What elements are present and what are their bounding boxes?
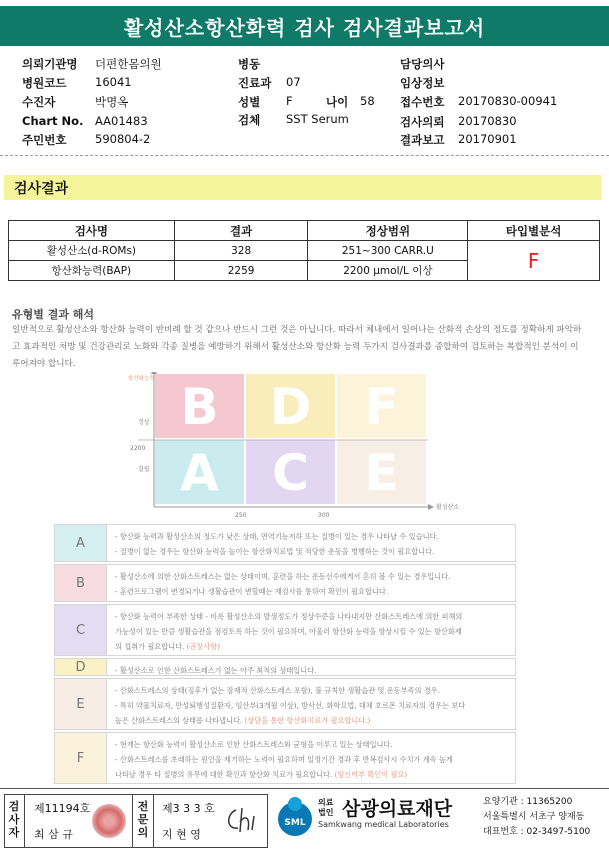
institution-label: 의뢰기관명 (22, 57, 78, 71)
legend-line: 나타날 경우 타 질병의 유무에 대한 확인과 항산화 치료가 필요합니다. (임신여부 확인이 필요) (115, 770, 408, 779)
legend-row-f (54, 732, 516, 784)
legend-description (107, 679, 515, 729)
logo-text: SML (284, 818, 306, 828)
dashed-divider (0, 155, 609, 156)
legend-line: - 산화스트레스를 초래하는 원인을 제거하는 노력이 필요하며 일정기간 경과 후 반복검사시 수치가 계속 높게 (115, 755, 453, 764)
footer (0, 790, 609, 850)
foundation-en: Samkwang medical Laboratories (318, 820, 449, 829)
legend-line: - 현재는 항산화 능력이 활성산소로 인한 산화스트레스와 균형을 이루고 있는 상태입니다. (115, 740, 393, 749)
age-value: 58 (360, 94, 375, 108)
doctor-label: 담당의사 (400, 57, 445, 71)
foundation-prefix: 의료법인 (318, 798, 334, 817)
specimen-value: SST Serum (286, 112, 349, 126)
legend-letter: D (55, 659, 107, 675)
y-band-label: 결핍 (138, 466, 150, 473)
legend-line: - 훈련프로그램이 변경되거나 생활습관이 변할때는 재검사를 통하여 확인이 필요합니다. (115, 587, 389, 596)
test-name: 활성산소(d-ROMs) (9, 241, 175, 261)
legend-letter: F (55, 733, 107, 783)
col-test-name: 검사명 (9, 221, 175, 241)
institution-value: 더편한몸의원 (95, 57, 162, 71)
report-date-label: 결과보고 (400, 133, 445, 147)
legend-note: (임신여부 확인이 필요) (332, 770, 408, 779)
x-tick-label: 250 (235, 512, 247, 519)
type-legend (54, 524, 516, 779)
examiner-label: 검사자 (8, 800, 20, 839)
legend-description (107, 605, 515, 655)
legend-description (107, 659, 515, 675)
resident-no-label: 주민번호 (22, 133, 67, 147)
interpretation-section (8, 300, 600, 779)
legend-line: - 항산화 능력과 활성산소의 정도가 낮은 상태, 면역기능저하 또는 질병이 있는 경우 나타날 수 있습니다. (115, 532, 439, 541)
patient-info-section (0, 52, 609, 152)
legend-row-a (54, 524, 516, 562)
legend-letter: A (55, 525, 107, 561)
x-axis-label: 활성산소 (436, 504, 460, 511)
legend-line: - 활성산소로 인한 산화스트레스가 없는 아주 최적의 상태입니다. (115, 666, 317, 675)
examiner-name: 최 삼 규 (34, 828, 73, 841)
type-grade: F (468, 241, 600, 281)
y-axis-label: 항산화능력 (128, 376, 155, 382)
table-row (9, 241, 600, 261)
legend-row-c (54, 604, 516, 656)
chart-no-value: AA01483 (95, 114, 148, 128)
results-table (8, 220, 600, 281)
clinical-info-label: 임상정보 (400, 76, 445, 90)
patient-value: 박명옥 (95, 95, 129, 109)
x-axis-arrow (428, 504, 434, 510)
legend-description (107, 733, 515, 783)
request-label: 검사의뢰 (400, 115, 445, 129)
specimen-label: 검체 (238, 113, 261, 127)
legend-line: - 특히 약물치료자, 만성퇴행성질환자, 임산부(3개월 이상), 방사선, 화학요법, 대체 호르몬 치료자의 경우는 보다 (115, 701, 466, 710)
quadrant-letter: C (272, 444, 309, 502)
test-result: 328 (174, 241, 308, 261)
resident-no-value: 590804-2 (95, 132, 151, 146)
legend-row-b (54, 564, 516, 602)
legend-letter: E (55, 679, 107, 729)
quadrant-chart (108, 372, 468, 522)
legend-line: - 항산화 능력이 부족한 상태 - 비록 활성산소의 발생정도가 정상수준을 나타내지만 산화스트레스에 의한 피해의 (115, 612, 463, 621)
interpretation-text: 일반적으로 활성산소와 항산화 능력이 반비례 할 것 같으나 반드시 그런 것은 아닙니다. 따라서 체내에서 일어나는 산화적 손상의 정도를 정확하게 파악하고 효과적인 처방 및 건강관리로 노화와 각종 질병을 예방하기 위해서 활성산소와 항산화 능력 두가지 검사결과를 종합하여 검토하는 복합적인 분석이 이루어져야 합니다. (12, 325, 582, 369)
legend-letter: C (55, 605, 107, 655)
specialist-signature (222, 804, 262, 838)
sex-label: 성별 (238, 95, 261, 109)
hospital-code-label: 병원코드 (22, 76, 67, 90)
legend-line: 가능성이 있는 만큼 생활습관을 점검토록 하는 것이 필요하며, 아울러 항산화 능력을 항상시킬 수 있는 항산화제 (115, 627, 462, 636)
hospital-code-value: 16041 (95, 75, 132, 89)
patient-label: 수진자 (22, 95, 56, 109)
col-result: 결과 (174, 221, 308, 241)
x-tick-label: 300 (318, 512, 330, 519)
quadrant-letter: F (364, 378, 399, 436)
legend-line: - 활성산소에 의한 산화스트레스는 없는 상태이며, 훈련을 하는 운동선수에게서 흔히 볼 수 있는 경우입니다. (115, 572, 451, 581)
interpretation-heading: 유형별 결과 해석 (12, 308, 95, 321)
legend-line: - 질병이 없는 경우는 항산화 능력을 높이는 항산화치료법 및 적당한 운동을 병행하는 것이 필요합니다. (115, 547, 435, 556)
y-band-label: 정상 (138, 419, 150, 426)
specialist-label: 전문의 (137, 800, 149, 839)
sml-logo-icon (272, 794, 318, 840)
results-header-row (9, 221, 600, 241)
quadrant-letter: D (269, 378, 312, 436)
col-normal-range: 정상범위 (308, 221, 468, 241)
y-axis-arrow (151, 372, 157, 374)
legend-line: 의 섭취가 필요합니다. (권장사항) (115, 642, 221, 651)
ward-label: 병동 (238, 57, 261, 71)
legend-row-d (54, 658, 516, 676)
specialist-license: 제3 3 3 호 (162, 802, 215, 815)
examiner-license: 제11194호 (34, 802, 91, 815)
test-name: 항산화능력(BAP) (9, 261, 175, 281)
dept-label: 진료과 (238, 76, 272, 90)
legend-row-e (54, 678, 516, 730)
legend-note: (권장사항) (184, 642, 221, 651)
quadrant-letter: E (364, 444, 399, 502)
dept-value: 07 (286, 75, 301, 89)
quadrant-letter: A (180, 444, 219, 502)
chart-no-label: Chart No. (22, 114, 84, 128)
specialist-name: 지 현 영 (162, 828, 201, 841)
address: 서울특별시 서초구 양재동 (483, 812, 585, 822)
test-range: 251~300 CARR.U (308, 241, 468, 261)
quadrant-letter: B (180, 378, 219, 436)
phone: 대표번호 : 02-3497-5100 (483, 827, 591, 837)
receipt-label: 접수번호 (400, 95, 445, 109)
report-title: 활성산소항산화력 검사 검사결과보고서 (0, 6, 609, 46)
legend-letter: B (55, 565, 107, 601)
report-date-value: 20170901 (458, 132, 517, 146)
col-type-analysis: 타입별분석 (468, 221, 600, 241)
test-result: 2259 (174, 261, 308, 281)
footer-divider (0, 788, 609, 789)
legend-description (107, 525, 515, 561)
examiner-seal (92, 804, 126, 838)
legend-note: (상담을 통한 항산화치료가 필요합니다.) (242, 716, 371, 725)
sex-value: F (286, 94, 293, 108)
y-tick-label: 2200 (130, 445, 146, 452)
request-value: 20170830 (458, 114, 517, 128)
test-range: 2200 μmol/L 이상 (308, 261, 468, 281)
legend-line: 높은 산화스트레스의 상태를 나타냅니다. (상담을 통한 항산화치료가 필요합니다.) (115, 716, 371, 725)
foundation-name: 삼광의료재단 (342, 798, 453, 820)
agency-code: 요양기관 : 11365200 (483, 797, 573, 807)
receipt-value: 20170830-00941 (458, 94, 558, 108)
legend-line: - 산화스트레스의 상태(징후가 없는 잠재적 산화스트레스 포함), 불 규칙한 생활습관 및 운동부족의 경우. (115, 686, 440, 695)
legend-description (107, 565, 515, 601)
results-section-title: 검사결과 (4, 175, 601, 200)
age-label: 나이 (326, 95, 349, 109)
